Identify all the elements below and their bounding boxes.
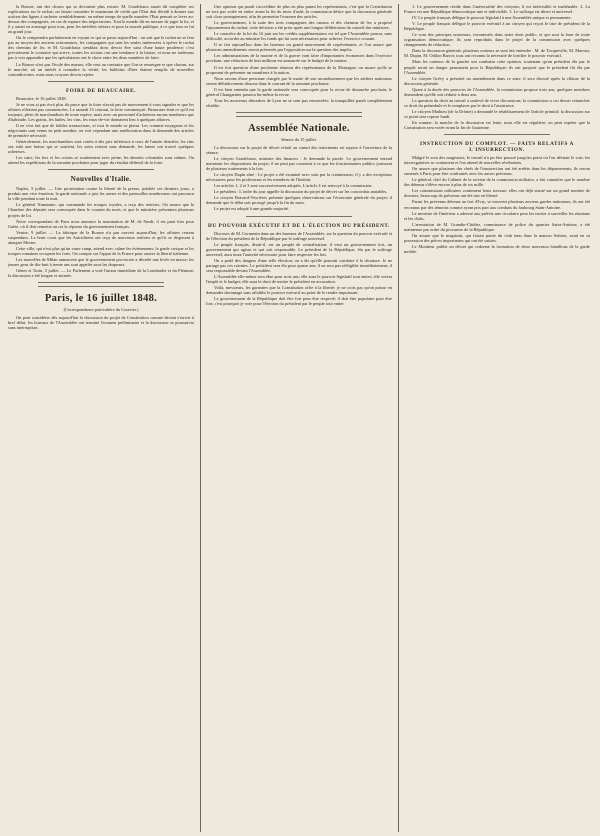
paragraph: Le caractère de la loi du 16 juin sur les crédits supplémentaires est tel que l'Assemblée pourra, sans difficulté, accorder au ministre les fonds qui lui sont nécessaires pour achever l'exercice courant.	[206, 31, 392, 42]
paragraph: Dans la discussion générale, plusieurs orateurs se sont fait entendre : M. de Tocqueville, M. Marrast, M. Dupin, M. Odilon Barrot; tous ont reconnu la nécessité de fortifier le pouvoir exécutif.	[404, 48, 590, 59]
paragraph: Mais les orateurs de la gauche ont combattu cette opinion, soutenant qu'un président élu par le peuple serait un danger permanent pour la République; ils ont proposé que le président fût élu par l'Assemblée.	[404, 59, 590, 75]
paragraph: On peut considérer dès aujourd'hui la discussion du projet de Constitution comme devant s'ouvrir à bref délai; les bureaux de l'Assemblée ont terminé l'examen préliminaire et la discussion se poursuivra sans interruption.	[8, 315, 194, 331]
paragraph: Quant à la durée des pouvoirs de l'Assemblée, la commission propose trois ans; quelques membres demandent qu'elle soit réduite à deux ans.	[404, 86, 590, 97]
lead-paragraph: la Bourse, ont des choses qui se devraient plus exister. M. Goudchaux aurait dû compléter ses explications sur le rachat; on faisait connaître le maximum de crédit que l'Etat doit décidé à donner aux actions des lignes à racheter semblablement, en même temps de quelle manière l'Etat pensait se lever au-dessus des compagnies, en cas de rupture des négociations. Tout le monde fût en mesure de juger la loi, et il y aurait eu avantage pour tous, pour les intérêtes sérieux et pour la morale publique, à ce que tous se fut au grand jour.	[8, 4, 194, 35]
paragraph: Les commissions militaires continuent leurs travaux; elles ont déjà statué sur un grand nombre de dossiers; beaucoup de prévenus ont été mis en liberté.	[404, 188, 590, 199]
section-heading: Paris, le 16 juillet 1848.	[44, 293, 158, 305]
column-1	[8, 4, 194, 832]
paragraph: La discussion sur le projet de décret relatif au cumul des traitements est reprise à l'ouverture de la séance.	[206, 144, 392, 155]
column-2	[206, 4, 392, 832]
paragraph: Notre correspondant de Paris nous annonce la nomination de M. de Nardi; il est parti hier pour Gaëte, où il doit remettre au roi la réponse du gouvernement français.	[8, 218, 194, 229]
paragraph: L'arrestation de M. Grandin-Chidier, commissaire de police du quartier Saint-Antoine, a été maintenue par ordre du procureur de la République.	[404, 221, 590, 232]
paragraph: L'Assemblée elle-même sera élue pour trois ans; elle aura le pouvoir législatif tout entier; elle votera l'impôt et le budget; elle aura le droit de mettre le président en accusation.	[206, 273, 392, 284]
paragraph: Tous les nouveaux désordres de Lyon ne se sont pas renouvelés; la tranquillité paraît complètement rétablie.	[206, 97, 392, 108]
divider	[48, 169, 154, 170]
section-heading: INSTRUCTION DU COMPLOT. — FAITS RELATIFS A L'INSURRECTION.	[420, 141, 574, 154]
paragraph: Voilà, messieurs, les garanties que la Constitution offre à la liberté; je ne crois pas qu'on puisse en demander davantage sans affaiblir le pouvoir exécutif au point de le rendre impuissant.	[206, 284, 392, 296]
paragraph: Généralement, les marchandises sont cotées à des prix inférieurs à ceux de l'année dernière; les vins ont subi une baisse qui se soutient, les soies restent sans demande, les laines ont trouvé quelques acheteurs.	[8, 139, 194, 155]
paragraph: V. Le peuple français délègue le pouvoir exécutif à un citoyen qui reçoit le titre de président de la République.	[404, 21, 590, 32]
paragraph: Discours de M. Cormenin dans un des bureaux de l'Assemblée, sur la question du pouvoir exécutif et de l'élection du président de la République par le suffrage universel.	[206, 230, 392, 241]
paragraph: Cette ville, qui n'est plus qu'un vaste camp, attend avec calme les événements; la garde civique et les troupes romaines occupent les forts. On compte sur l'appui de la France pour sauver la liberté italienne.	[8, 245, 194, 256]
paragraph: IV. Le peuple français délègue le pouvoir législatif à une Assemblée unique et permanente.	[412, 15, 572, 21]
paragraph: Le citoyen Grévy a présenté un amendement dans ce sens; il sera discuté après la clôture de la discussion générale.	[404, 75, 590, 86]
lead-paragraph: Une opinion qui paraît s'accréditer de plus en plus parmi les représentants, c'est que la Constitution ne sera pas votée en entier avant la fin du mois d'août; la commission désire que la discussion générale soit close promptement, afin de permettre l'examen des articles.	[206, 4, 392, 20]
dateline: Beaucaire, le 16 juillet 1848.	[16, 95, 67, 101]
paragraph: Parmi les prévenus détenus au fort d'Ivry, se trouvent plusieurs anciens gardes nationaux; ils ont été reconnus par des témoins comme ayant pris part aux combats du faubourg Saint-Antoine.	[404, 199, 590, 210]
lead-paragraph: 1. Le gouvernement réside dans l'universalité des citoyens; il est indivisible et inaliénable. 2. La France est une République démocratique une et indivisible. 3. Le suffrage est direct et universel.	[404, 4, 590, 15]
section-subtitle: Séance du 15 juillet.	[281, 136, 317, 142]
paragraph: Le gouvernement de la République doit être fort pour être respecté; il doit être populaire pour être fort; c'est pourquoi je vote pour l'élection du président par le peuple tout entier.	[206, 296, 392, 307]
paragraph: Les administrations de la marine et de la guerre vont faire d'importantes économies dans l'exercice prochain; une réduction de huit millions est annoncée sur le budget de la marine.	[206, 53, 392, 64]
paragraph: Le président : L'ordre du jour appelle la discussion du projet de décret sur les concordats amiables.	[214, 189, 388, 195]
column-rule	[200, 4, 201, 832]
divider	[236, 112, 362, 117]
paragraph: Le citoyen Goudchaux, ministre des finances : Je demande la parole. Le gouvernement entend maintenir les dispositions du projet; il ne peut pas consentir à ce que les fonctionnaires publics jouissent de plusieurs traitements à la fois.	[206, 156, 392, 172]
paragraph: Le ministre de l'intérieur a adressé aux préfets une circulaire pour les inviter à surveiller les réunions et les clubs.	[404, 210, 590, 221]
paragraph: Je ne vous ai pas écrit plus tôt parce que la foire n'avait pas de mouvement à vous signaler et que les affaires n'étaient pas commencées. Le samedi 15 courant, la foire commençait. Beaucaire était ce qu'il est toujours, plein de marchandises de toute espèce, mais avec un personnel d'acheteurs moins nombreux que d'habitude. Les grains, les huiles, les vins, les eaux-de-vie donnaient lieu à quelques affaires.	[8, 101, 194, 122]
paragraph: Naples, 5 juillet. — Une protestation contre la liberté de la presse, publiée ces derniers jours, a produit une vive émotion; la garde nationale a pris les armes et des patrouilles nombreuses ont parcouru la ville pendant toute la nuit.	[8, 186, 194, 202]
paragraph: Il se fait aujourd'hui dans les bureaux un grand mouvement de représentants, et l'on assure que plusieurs amendements seront présentés par l'opposition sur la question des impôts.	[206, 42, 392, 53]
paragraph: On le comprendra parfaitement en voyant ce qui se passe aujourd'hui : on sait que le rachat ne se fera pas au moyen des anciens actionnaires, les compagnies qui sont les seules intéressées à opérer le rachat des chemins de fer, et M. Goudchaux semblait donc devoir être saisi d'une haute prudence; c'est précisément le contraire qui arrive, toutes les actions ont une tendance à la baisse, et nous ne tarderons pas à voir apparaître que les spéculateurs ont le choix entre les deux manières de faire.	[8, 35, 194, 61]
paragraph: Malgré le soin des magistrats, le travail n'a pu être poussé jusqu'au point où l'on désirait le voir; les interrogatoires se continuent et l'on attend de nouvelles révélations.	[404, 155, 590, 166]
divider	[444, 134, 550, 135]
paragraph: La question du droit au travail a soulevé de vives discussions; la commission a cru devoir retrancher ce droit du préambule et le remplacer par le droit à l'assistance.	[404, 97, 590, 108]
divider	[246, 216, 352, 217]
paragraph: Nous savons d'une personne chargée par le maire de son arrondissement que les ateliers nationaux seront définitivement dissous dans le courant de la semaine prochaine.	[206, 75, 392, 86]
paragraph: La Bourse n'est pas l'école des mœurs; elle veut au contraire que l'on se renseigne et que chacun, sur le marché, ait un intérêt à connaître la vérité; les bulletins d'hier étaient remplis de nouvelles contradictoires, mais nous croyons devoir rejeter.	[8, 61, 194, 77]
paragraph: Le projet est adopté à une grande majorité.	[214, 206, 290, 212]
paragraph: Le citoyen Dupin aîné : Le projet a été examiné avec soin par la commission; il y a des exceptions nécessaires pour les professeurs et les membres de l'Institut.	[206, 172, 392, 183]
paragraph: Le gouvernement, à la suite des trois compagnies des canaux et des chemins de fer, a proposé l'ajournement du rachat; cette décision a été prise après une longue délibération du conseil des ministres.	[206, 20, 392, 31]
paragraph: Les nouvelles de Milan annoncent que le gouvernement provisoire a décrété une levée en masse; les jeunes gens de dix-huit à trente ans sont appelés sous les drapeaux.	[8, 256, 194, 267]
paragraph: Les cuirs, les fers et les cotons se soutiennent avec peine; les denrées coloniales sont calmes. On attend les expéditions de la semaine prochaine pour juger du résultat définitif de la foire.	[8, 155, 194, 166]
paragraph: On assure que le magistrat, qui faisait partie du club tenu dans la maison Sobrier, avait en sa possession des pièces importantes qui ont été saisies.	[404, 232, 590, 243]
section-heading: FOIRE DE BEAUCAIRE.	[65, 87, 137, 94]
section-heading: DU POUVOIR EXÉCUTIF ET DE L'ÉLECTION DU PRÉSIDENT.	[208, 222, 390, 229]
paragraph: On assure que plusieurs des chefs de l'insurrection ont été arrêtés dans les départements; ils seront ramenés à Paris pour être confrontés avec les autres prévenus.	[404, 166, 590, 177]
paragraph: On a parlé des dangers d'une telle élection; on a dit qu'elle pourrait conduire à la dictature. Je ne partage pas ces craintes. Le président sera élu pour quatre ans; il ne sera pas rééligible immédiatement; il sera responsable devant l'Assemblée.	[206, 257, 392, 273]
divider	[48, 81, 154, 82]
section-heading: Nouvelles d'Italie.	[70, 175, 132, 184]
paragraph: Il ne s'est fait que de faibles transactions, et tout le monde se plaint. Les commis-voyageurs et les négociants sont venus en petit nombre; on voit cependant une amélioration dans la demande des articles de première nécessité.	[8, 122, 194, 138]
paragraph: Le citoyen Mathieu (de la Drôme) a demandé le rétablissement de l'article primitif; la discussion sur ce point sera reprise lundi.	[404, 108, 590, 119]
paragraph: Les articles 1, 2 et 3 sont successivement adoptés. L'article 4 est renvoyé à la commission.	[214, 183, 373, 189]
paragraph: Venise, 9 juillet. — La fabrique de la Bourse n'a pas rouvert aujourd'hui; les affaires restent suspendues. Le bruit court que les Autrichiens ont reçu de nouveaux renforts et qu'ils se disposent à attaquer Mestre.	[8, 229, 194, 245]
divider	[38, 282, 164, 287]
section-heading: Assemblée Nationale.	[248, 122, 350, 134]
paragraph: Le citoyen Bravard-Veyrières présente quelques observations sur l'économie générale du projet; il demande que le délai soit prorogé jusqu'à la fin du mois.	[206, 195, 392, 206]
column-3	[404, 4, 590, 832]
paragraph: Le Moniteur publie un décret qui ordonne la formation de deux nouveaux bataillons de la garde mobile.	[404, 243, 590, 254]
paragraph: Le général, chef du Cabinet de la section de la commission militaire, a fait connaître que le nombre des détenus s'élève encore à plus de six mille.	[404, 177, 590, 188]
paragraph: Ce sont des principes nouveaux, incontestés dans notre droit public, et qui sont la base de toute organisation démocratique; ils sont reproduits dans le projet de la commission avec quelques changements de rédaction.	[404, 32, 590, 48]
paragraph: Il est fort question d'une prochaine réunion des représentants de la Montagne; on assure qu'ils se proposent de présenter un manifeste à la nation.	[206, 64, 392, 75]
paragraph: Le général Nunziante, qui commande les troupes royales, a reçu des renforts. On assure que la Chambre des députés sera convoquée dans le courant du mois, et que le ministère présentera plusieurs projets de loi.	[8, 202, 194, 218]
paragraph: Il est bien entendu que la garde nationale sera convoquée pour la revue de dimanche prochain; le général Changarnier passera lui-même la revue.	[206, 86, 392, 97]
paragraph: Le peuple français, disait-il, est un peuple de centralisation; il veut un gouvernement fort, un gouvernement qui agisse et qui soit responsable. Le président de la République, élu par le suffrage universel, aura toute l'autorité nécessaire pour faire respecter les lois.	[206, 241, 392, 257]
paragraph: En somme, la marche de la discussion est lente, mais elle est régulière; on peut espérer que la Constitution sera votée avant la fin de l'automne.	[404, 119, 590, 131]
section-subtitle: (Correspondance particulière du Courrier.)	[63, 307, 139, 313]
column-rule	[398, 4, 399, 832]
paragraph: Gênes et Turin, 5 juillet. — Le Parlement a voté l'union immédiate de la Lombardie et du Piémont; la discussion a été longue et animée.	[8, 267, 194, 279]
